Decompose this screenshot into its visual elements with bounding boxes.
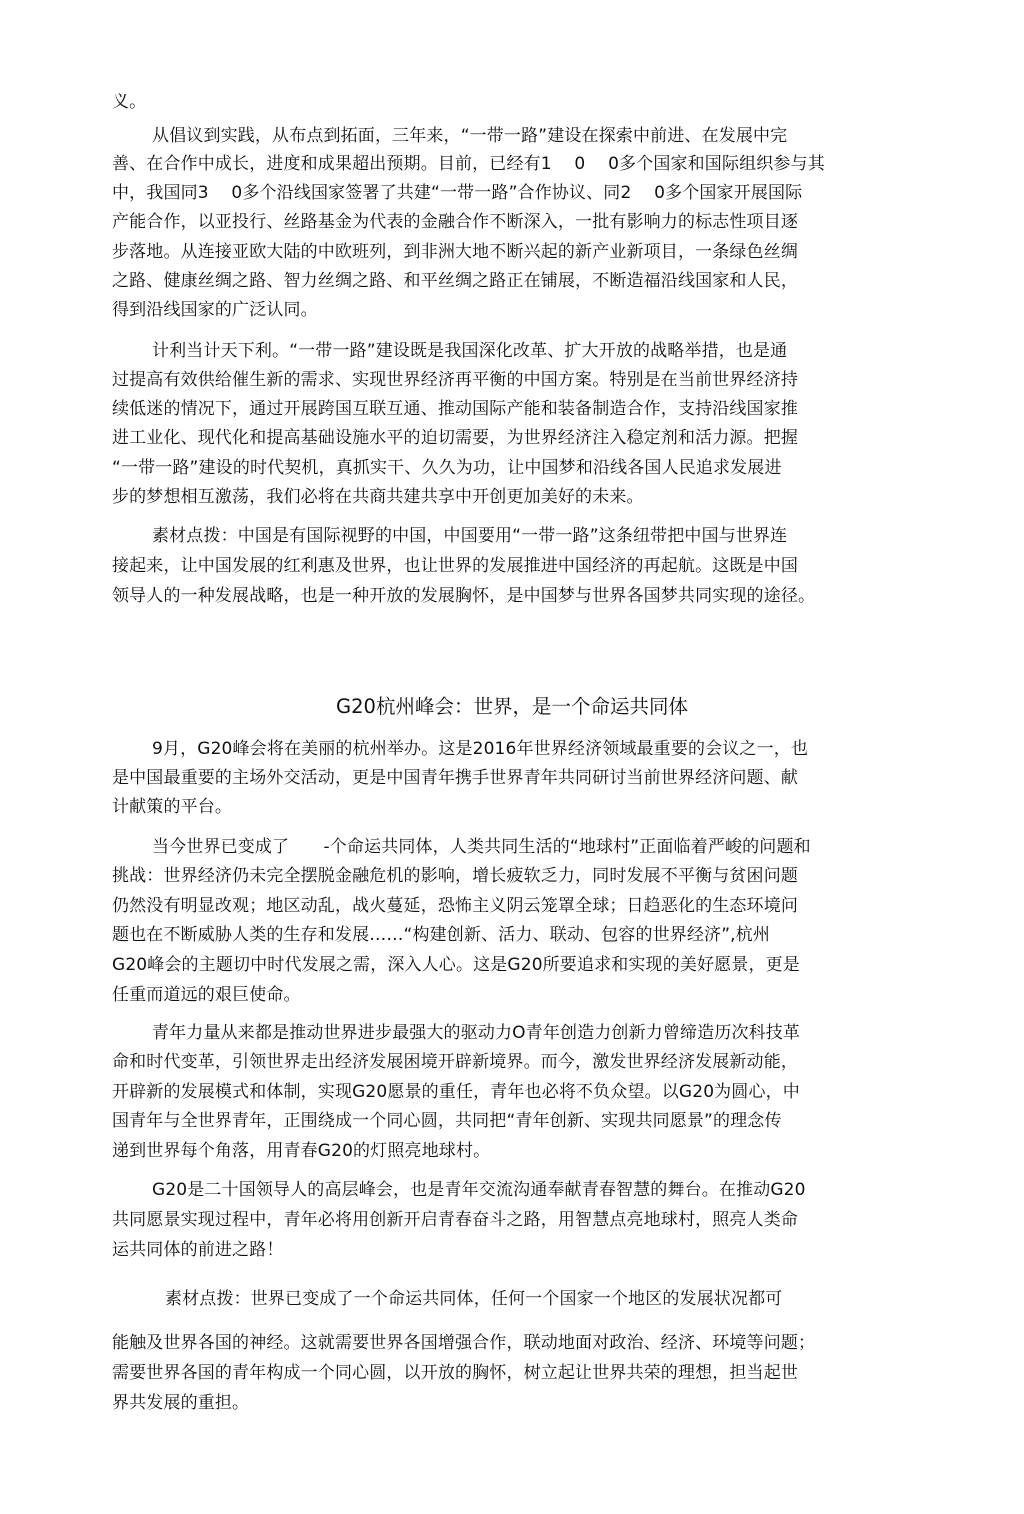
text-line: 义。 (112, 92, 147, 112)
text-line: 步的梦想相互激荡，我们必将在共商共建共享中开创更加美好的未来。 (112, 487, 644, 507)
text-line: 计献策的平台。 (112, 797, 233, 817)
text-line: 产能合作，以亚投行、丝路基金为代表的金融合作不断深入，一批有影响力的标志性项目逐 (112, 212, 798, 232)
text-line: G20是二十国领导人的高层峰会，也是青年交流沟通奉献青春智慧的舞台。在推动G20 (152, 1180, 806, 1200)
text-line: 界共发展的重担。 (112, 1393, 250, 1413)
text-line: 当今世界已变成了 -个命运共同体，人类共同生活的“地球村”正面临着严峻的问题和 (152, 837, 811, 857)
text-line: 从倡议到实践，从布点到拓面，三年来，“一带一路”建设在探索中前进、在发展中完 (152, 126, 788, 146)
text-line: 9月，G20峰会将在美丽的杭州举办。这是2016年世界经济领域最重要的会议之一，也 (152, 739, 809, 759)
text-line: 进工业化、现代化和提高基础设施水平的迫切需要，为世界经济注入稳定剂和活力源。把握 (112, 428, 798, 448)
text-line: 素材点拨：中国是有国际视野的中国，中国要用“一带一路”这条纽带把中国与世界连 (152, 526, 788, 546)
text-line: 共同愿景实现过程中，青年必将用创新开启青春奋斗之路，用智慧点亮地球村，照亮人类命 (112, 1210, 798, 1230)
text-line: 运共同体的前进之路！ (112, 1240, 284, 1260)
text-line: 中，我国同3 0多个沿线国家签署了共建“一带一路”合作协议、同2 0多个国家开展国际 (112, 183, 803, 203)
text-line: 素材点拨：世界已变成了一个命运共同体，任何一个国家一个地区的发展状况都可 (165, 1289, 783, 1309)
text-line: 续低迷的情况下，通过开展跨国互联互通、推动国际产能和装备制造合作，支持沿线国家推 (112, 399, 798, 419)
text-line: 领导人的一种发展战略，也是一种开放的发展胸怀，是中国梦与世界各国梦共同实现的途径。 (112, 586, 816, 606)
text-line: 能触及世界各国的神经。这就需要世界各国增强合作，联动地面对政治、经济、环境等问题； (112, 1333, 816, 1353)
text-line: 步落地。从连接亚欧大陆的中欧班列，到非洲大地不断兴起的新产业新项目，一条绿色丝绸 (112, 242, 798, 262)
text-line: 国青年与全世界青年，正围绕成一个同心圆，共同把“青年创新、实现共同愿景”的理念传 (112, 1111, 782, 1131)
section-title: G20杭州峰会：世界，是一个命运共同体 (336, 695, 688, 718)
text-line: 是中国最重要的主场外交活动，更是中国青年携手世界青年共同研讨当前世界经济问题、献 (112, 768, 798, 788)
text-line: 开辟新的发展模式和体制，实现G20愿景的重任，青年也必将不负众望。以G20为圆心，中 (112, 1082, 800, 1102)
text-line: 递到世界每个角落，用青春G20的灯照亮地球村。 (112, 1141, 491, 1161)
text-line: 善、在合作中成长，进度和成果超出预期。目前，已经有1 0 0多个国家和国际组织参与其 (112, 154, 825, 174)
text-line: 需要世界各国的青年构成一个同心圆，以开放的胸怀，树立起让世界共荣的理想，担当起世 (112, 1363, 798, 1383)
text-line: 之路、健康丝绸之路、智力丝绸之路、和平丝绸之路正在铺展，不断造福沿线国家和人民， (112, 271, 798, 291)
text-line: “一带一路”建设的时代契机，真抓实干、久久为功，让中国梦和沿线各国人民追求发展进 (112, 458, 782, 478)
text-line: 接起来，让中国发展的红利惠及世界，也让世界的发展推进中国经济的再起航。这既是中国 (112, 556, 798, 576)
text-line: 挑战：世界经济仍未完全摆脱金融危机的影响，增长疲软乏力，同时发展不平衡与贫困问题 (112, 866, 798, 886)
text-line: 任重而道远的艰巨使命。 (112, 985, 301, 1005)
text-line: 题也在不断威胁人类的生存和发展……“构建创新、活力、联动、包容的世界经济”,杭州 (112, 925, 771, 945)
text-line: G20峰会的主题切中时代发展之需，深入人心。这是G20所要追求和实现的美好愿景，更是 (112, 955, 800, 975)
text-line: 计利当计天下利。“一带一路”建设既是我国深化改革、扩大开放的战略举措，也是通 (152, 341, 788, 361)
text-line: 过提高有效供给催生新的需求、实现世界经济再平衡的中国方案。特别是在当前世界经济持 (112, 370, 798, 390)
text-line: 仍然没有明显改观；地区动乱，战火蔓延，恐怖主义阴云笼罩全球；日趋恶化的生态环境问 (112, 896, 798, 916)
text-line: 命和时代变革，引领世界走出经济发展困境开辟新境界。而今，激发世界经济发展新动能， (112, 1052, 798, 1072)
text-line: 青年力量从来都是推动世界进步最强大的驱动力O青年创造力创新力曾缔造历次科技革 (152, 1023, 801, 1043)
text-line: 得到沿线国家的广泛认同。 (112, 300, 318, 320)
